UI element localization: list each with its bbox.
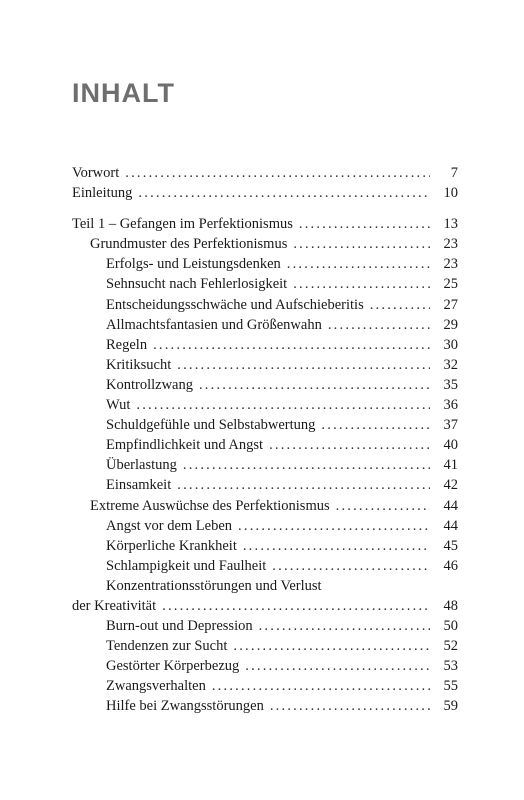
toc-entry-page: 52 [443,638,458,655]
toc-entry-section [72,556,458,576]
leader-dots [138,183,430,203]
toc-entry-label: Erfolgs- und Leistungsdenken [106,256,281,273]
toc-entry-section [72,636,458,656]
toc-entry-chapter [72,496,458,516]
toc-entry-label: Schlampigkeit und Faulheit [106,557,267,574]
leader-dots [287,254,430,274]
toc-entry-label: Grundmuster des Perfektionismus [90,236,288,253]
toc-entry-preface [72,163,458,183]
toc-entry-introduction [72,183,458,203]
leader-dots [293,274,430,294]
toc-entry-label: Empfindlichkeit und Angst [106,437,264,454]
toc-entry-page: 48 [443,597,458,614]
leader-dots [370,295,430,315]
toc-entry-label: Entscheidungsschwäche und Aufschieberitis [106,296,364,313]
leader-dots [270,696,430,716]
toc-entry-section [72,475,458,495]
toc-entry-section [72,656,458,676]
toc-entry-label: Wut [106,397,131,414]
leader-dots [269,435,430,455]
leader-dots [212,676,430,696]
leader-dots [328,315,430,335]
toc-entry-page: 29 [443,316,458,333]
toc-entry-page: 44 [443,497,458,514]
toc-entry-label: Extreme Auswüchse des Perfektionismus [90,497,330,514]
toc-entry-chapter [72,234,458,254]
toc-entry-label-first-line: Konzentrationsstörungen und Verlust [106,577,322,594]
leader-dots [183,455,430,475]
leader-dots [336,496,430,516]
toc-entry-page: 44 [443,517,458,534]
toc-entry-page: 41 [443,457,458,474]
leader-dots [177,355,430,375]
toc-entry-label: Gestörter Körperbezug [106,658,240,675]
toc-entry-section [72,274,458,294]
toc-entry-label: Körperliche Krankheit [106,537,237,554]
toc-entry-section [72,616,458,636]
leader-dots [245,656,430,676]
page-title: INHALT [72,78,175,108]
toc-entry-section [72,335,458,355]
toc-entry-section [72,315,458,335]
toc-entry-label: Zwangsverhalten [106,678,206,695]
toc-entry-part-1 [72,214,458,234]
table-of-contents [72,163,458,717]
toc-entry-label: Sehnsucht nach Fehlerlosigkeit [106,276,288,293]
leader-dots [177,475,430,495]
toc-entry-page: 50 [443,618,458,635]
toc-entry-section [72,696,458,716]
toc-entry-label: Einsamkeit [106,477,172,494]
toc-entry-page: 46 [443,557,458,574]
toc-entry-page: 53 [443,658,458,675]
toc-entry-section [72,355,458,375]
toc-entry-label: Hilfe bei Zwangsstörungen [106,698,264,715]
toc-entry-label: Angst vor dem Leben [106,517,233,534]
toc-entry-page: 40 [443,437,458,454]
toc-entry-section [72,455,458,475]
toc-entry-section [72,395,458,415]
toc-entry-page: 27 [443,296,458,313]
leader-dots [293,234,430,254]
toc-entry-page: 23 [443,256,458,273]
toc-entry-page: 30 [443,336,458,353]
toc-entry-page: 7 [450,165,458,181]
leader-dots [136,395,430,415]
toc-entry-page: 10 [443,185,458,202]
toc-entry-page: 42 [443,477,458,494]
toc-entry-label: Regeln [106,336,148,353]
toc-entry-label-continued: der Kreativität [72,597,157,614]
toc-entry-page: 55 [443,678,458,695]
toc-entry-label: Allmachtsfantasien und Größenwahn [106,316,322,333]
toc-entry-page: 35 [443,376,458,393]
toc-entry-page: 13 [443,216,458,233]
toc-entry-label: Kritiksucht [106,356,172,373]
toc-entry-section [72,435,458,455]
leader-dots [199,375,430,395]
leader-dots [243,536,430,556]
leader-dots [321,415,430,435]
toc-entry-page: 59 [443,698,458,715]
toc-entry-page: 25 [443,276,458,293]
toc-entry-page: 36 [443,397,458,414]
toc-entry-page: 37 [443,417,458,434]
toc-entry-section [72,596,458,616]
toc-entry-label: Vorwort [72,165,120,181]
toc-entry-label: Einleitung [72,185,133,202]
toc-entry-section [72,536,458,556]
toc-entry-section [72,375,458,395]
toc-entry-label: Kontrollzwang [106,376,193,393]
leader-dots [238,516,430,536]
toc-entry-section [72,295,458,315]
toc-entry-page: 32 [443,356,458,373]
leader-dots [259,616,430,636]
leader-dots [153,335,430,355]
leader-dots [162,596,430,616]
toc-entry-section [72,254,458,274]
toc-entry-label: Tendenzen zur Sucht [106,638,228,655]
toc-entry-page: 45 [443,537,458,554]
toc-entry-label: Teil 1 – Gefangen im Perfektionismus [72,216,293,233]
toc-entry-section [72,415,458,435]
toc-entry-label: Überlastung [106,457,177,474]
leader-dots [272,556,430,576]
leader-dots [125,163,430,183]
toc-entry-label: Schuldgefühle und Selbstabwertung [106,417,316,434]
toc-entry-label: Burn-out und Depression [106,618,253,635]
toc-entry-page: 23 [443,236,458,253]
toc-entry-section [72,676,458,696]
leader-dots [299,214,430,234]
toc-entry-section [72,516,458,536]
leader-dots [233,636,430,656]
